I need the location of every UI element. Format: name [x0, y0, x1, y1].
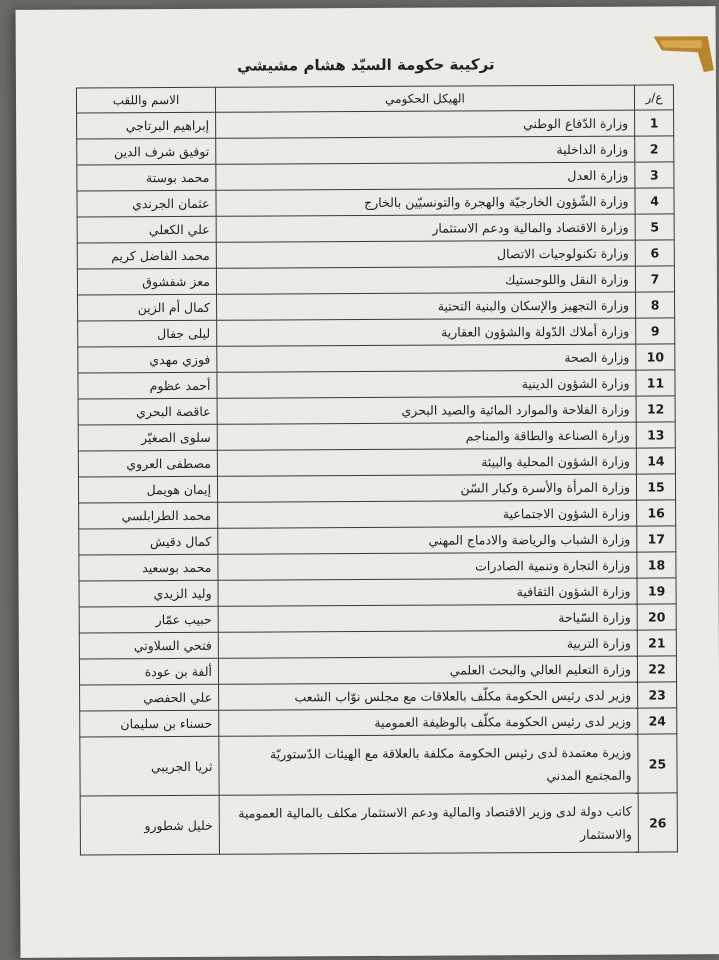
row-number: 14: [636, 448, 675, 474]
row-structure: وزارة الشؤون الاجتماعية: [218, 500, 637, 528]
row-name: خليل شطورو: [80, 795, 219, 855]
table-row: [78, 344, 675, 373]
row-name: فتحي السلاوتي: [79, 632, 218, 659]
row-name: محمد بوسعيد: [79, 554, 218, 581]
row-structure: وزارة الشؤون الدينية: [217, 370, 636, 398]
table-row: [80, 708, 677, 737]
header-num: ع/ر: [634, 85, 673, 110]
table-row: [78, 396, 675, 425]
table-row: [78, 370, 675, 399]
row-name: كمال دقيش: [79, 528, 218, 555]
row-structure: وزارة السّياحة: [218, 604, 637, 632]
table-row: [78, 448, 675, 477]
table-row: [79, 526, 676, 555]
government-table: [76, 84, 678, 855]
row-structure: وزارة التجارة وتنمية الصادرات: [218, 552, 637, 580]
row-name: ليلى جفال: [78, 320, 217, 347]
table-row: [78, 292, 675, 321]
row-structure: وزارة تكنولوجيات الاتصال: [216, 240, 635, 268]
row-number: 16: [637, 500, 676, 526]
row-name: توفيق شرف الدين: [77, 138, 216, 165]
row-number: 26: [638, 793, 677, 852]
row-number: 13: [636, 422, 675, 448]
row-name: علي الحفصي: [80, 684, 219, 711]
table-row: [78, 474, 675, 503]
row-structure: وزارة التعليم العالي والبحث العلمي: [218, 656, 637, 684]
row-structure: وزارة الشؤون الثقافية: [218, 578, 637, 606]
row-number: 17: [637, 526, 676, 552]
row-name: عاقصة البحري: [78, 398, 217, 425]
row-structure: وزارة الشباب والرياضة والادماج المهني: [218, 526, 637, 554]
row-number: 1: [635, 110, 674, 136]
row-structure: وزارة الصناعة والطاقة والمناجم: [217, 422, 636, 450]
row-structure: وزارة الدّفاع الوطني: [216, 110, 635, 138]
table-row: [77, 110, 674, 139]
row-number: 8: [636, 292, 675, 318]
row-number: 7: [635, 266, 674, 292]
row-name: محمد الطرابلسي: [79, 502, 218, 529]
row-number: 22: [637, 656, 676, 682]
table-row: [77, 162, 674, 191]
row-name: إيمان هويمل: [78, 476, 217, 503]
row-structure: وزيرة معتمدة لدى رئيس الحكومة مكلفة بالعلاقة مع الهيئات الدّستوريّة والمجتمع المدني: [219, 734, 638, 795]
row-structure: وزير لدى رئيس الحكومة مكلّف بالوظيفة العمومية: [219, 708, 638, 736]
row-name: فوزي مهدي: [78, 346, 217, 373]
row-structure: وزارة الصحة: [217, 344, 636, 372]
row-number: 12: [636, 396, 675, 422]
row-name: علي الكعلي: [77, 216, 216, 243]
document-page: [16, 6, 719, 958]
row-name: ألفة بن عودة: [79, 658, 218, 685]
row-name: مصطفى العروي: [78, 450, 217, 477]
table-row: [79, 552, 676, 581]
row-number: 23: [638, 682, 677, 708]
row-structure: وزارة النقل واللوجستيك: [216, 266, 635, 294]
row-structure: كاتب دولة لدى وزير الاقتصاد والمالية ودعم الاستثمار مكلف بالمالية العمومية والاستثمار: [219, 793, 638, 854]
row-name: كمال أم الزين: [78, 294, 217, 321]
row-structure: وزارة التجهيز والإسكان والبنية التحتية: [217, 292, 636, 320]
table-row: [79, 656, 676, 685]
table-row: [77, 188, 674, 217]
row-number: 3: [635, 162, 674, 188]
table-header-row: [76, 85, 673, 113]
row-number: 2: [635, 136, 674, 162]
row-name: حبيب عمّار: [79, 606, 218, 633]
table-row: [79, 578, 676, 607]
table-row: [77, 136, 674, 165]
page-title: تركيبة حكومة السيّد هشام مشيشي: [237, 55, 495, 75]
row-name: معز شفشوق: [77, 268, 216, 295]
table-row: [77, 240, 674, 269]
row-name: حسناء بن سليمان: [80, 710, 219, 737]
row-name: محمد بوستة: [77, 164, 216, 191]
row-structure: وزارة الاقتصاد والمالية ودعم الاستثمار: [216, 214, 635, 242]
row-name: محمد الفاضل كريم: [77, 242, 216, 269]
table-row: [80, 682, 677, 711]
row-structure: وزارة الشّؤون الخارجيّة والهجرة والتونسيّين بالخارج: [216, 188, 635, 216]
table-row: [79, 604, 676, 633]
table-row: [80, 793, 677, 855]
row-structure: وزير لدى رئيس الحكومة مكلّف بالعلاقات مع مجلس نوّاب الشعب: [219, 682, 638, 710]
row-number: 4: [635, 188, 674, 214]
row-number: 5: [635, 214, 674, 240]
table-row: [78, 318, 675, 347]
row-structure: وزارة التربية: [218, 630, 637, 658]
row-name: سلوى الصغيّر: [78, 424, 217, 451]
row-number: 11: [636, 370, 675, 396]
table-row: [80, 734, 677, 796]
row-number: 19: [637, 578, 676, 604]
row-name: وليد الزيدي: [79, 580, 218, 607]
header-name: الاسم واللقب: [76, 87, 215, 113]
table-row: [79, 630, 676, 659]
row-number: 9: [636, 318, 675, 344]
row-structure: وزارة المرأة والأسرة وكبار السّن: [217, 474, 636, 502]
header-structure: الهيكل الحكومي: [215, 85, 634, 112]
table-row: [78, 422, 675, 451]
row-number: 25: [638, 734, 677, 793]
row-number: 15: [636, 474, 675, 500]
table-row: [79, 500, 676, 529]
table-row: [77, 266, 674, 295]
row-number: 20: [637, 604, 676, 630]
table-row: [77, 214, 674, 243]
row-structure: وزارة الشؤون المحلية والبيئة: [217, 448, 636, 476]
row-structure: وزارة الفلاحة والموارد المائية والصيد البحري: [217, 396, 636, 424]
row-name: إبراهيم البرتاجي: [77, 112, 216, 139]
row-structure: وزارة العدل: [216, 162, 635, 190]
row-name: أحمد عظوم: [78, 372, 217, 399]
row-number: 21: [637, 630, 676, 656]
row-number: 18: [637, 552, 676, 578]
row-structure: وزارة أملاك الدّولة والشؤون العقارية: [217, 318, 636, 346]
row-name: ثريا الجريبي: [80, 736, 219, 796]
row-number: 24: [638, 708, 677, 734]
row-structure: وزارة الداخلية: [216, 136, 635, 164]
row-name: عثمان الجرندي: [77, 190, 216, 217]
row-number: 10: [636, 344, 675, 370]
row-number: 6: [635, 240, 674, 266]
